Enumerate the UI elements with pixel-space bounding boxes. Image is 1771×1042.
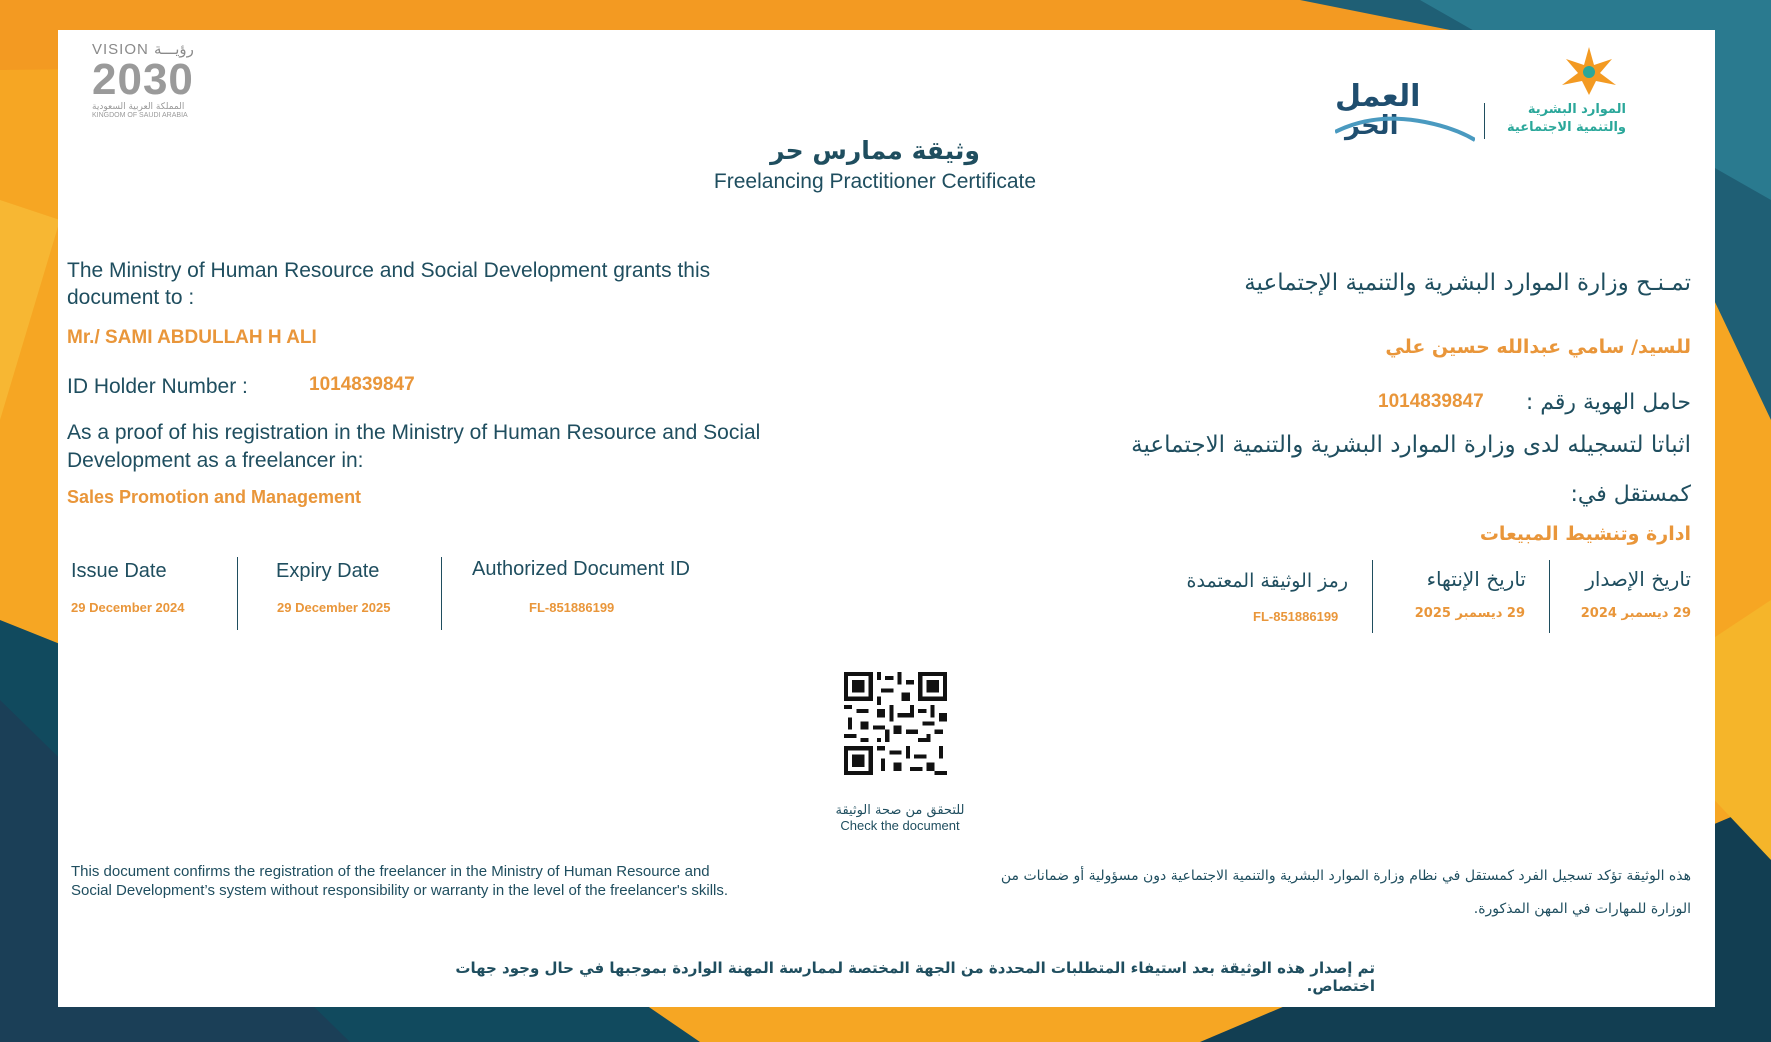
activity-ar: ادارة وتنشيط المبيعات <box>1479 523 1691 545</box>
star-logo-icon <box>1558 45 1620 97</box>
document-id-value-ar: FL-851886199 <box>1253 609 1339 624</box>
left-divider-2 <box>441 557 442 630</box>
document-id-label-en: Authorized Document ID <box>472 558 690 580</box>
id-label-en: ID Holder Number : <box>67 375 248 398</box>
footer-note: تم إصدار هذه الوثيقة بعد استيفاء المتطلبات المحددة من الجهة المختصة لممارسة المهنة الواردة بموجبها في حال وجود جهات اختصاص. <box>455 959 1375 995</box>
issue-date-label-en: Issue Date <box>71 560 167 582</box>
ministry-line1: الموارد البشرية <box>1527 102 1626 117</box>
freelance-logo-line2: الحر <box>1345 111 1399 141</box>
grant-text-ar: تمـنـح وزارة الموارد البشرية والتنمية الإجتماعية <box>1244 270 1691 296</box>
right-divider-2 <box>1372 560 1373 633</box>
issue-date-value-en: 29 December 2024 <box>71 600 185 615</box>
expiry-date-value-ar: 29 ديسمبر 2025 <box>1414 606 1525 621</box>
document-id-value-en: FL-851886199 <box>529 600 615 615</box>
logo-divider <box>1484 103 1485 139</box>
ministry-line2: والتنمية الاجتماعية <box>1507 120 1626 135</box>
id-value-en: 1014839847 <box>309 374 415 395</box>
disclaimer-en: This document confirms the registration of the freelancer in the Ministry of Human Resource and Social Development’s system without responsibility or warranty in the level of the freelancer's skills. <box>71 863 729 899</box>
qr-check-en: Check the document <box>840 818 960 833</box>
freelancer-in-ar: كمستقل في: <box>1570 482 1691 507</box>
vision-label: VISION رؤيـــة <box>92 41 194 58</box>
grant-text-en: The Ministry of Human Resource and Social Development grants this document to : <box>67 259 711 309</box>
expiry-date-label-ar: تاريخ الإنتهاء <box>1426 567 1526 591</box>
vision-2030-logo <box>92 40 222 130</box>
activity-en: Sales Promotion and Management <box>67 487 362 507</box>
vision-year: 2030 <box>92 55 194 104</box>
title-ar: وثيقة ممارس حر <box>770 136 980 165</box>
disclaimer-ar-line1: هذه الوثيقة تؤكد تسجيل الفرد كمستقل في نظام وزارة الموارد البشرية والتنمية الاجتماعية دون مسؤولية أو ضمانات من <box>1000 868 1691 884</box>
qr-code[interactable] <box>844 672 947 775</box>
freelance-logo-line1: العمل <box>1335 79 1421 114</box>
qr-check-ar: للتحقق من صحة الوثيقة <box>835 803 965 818</box>
id-label-ar: حامل الهوية رقم : <box>1525 390 1691 415</box>
expiry-date-value-en: 29 December 2025 <box>277 600 391 615</box>
disclaimer-ar-line2: الوزارة للمهارات في المهن المذكورة. <box>1473 901 1691 917</box>
proof-text-en: As a proof of his registration in the Ministry of Human Resource and Social Development as a freelancer in: <box>67 421 761 472</box>
right-divider-1 <box>1549 560 1550 633</box>
wave-icon <box>1335 112 1475 142</box>
vision-kingdom-en: KINGDOM OF SAUDI ARABIA <box>92 112 188 119</box>
ministry-logo <box>1496 45 1626 140</box>
issue-date-value-ar: 29 ديسمبر 2024 <box>1580 606 1691 621</box>
title-en: Freelancing Practitioner Certificate <box>713 170 1037 193</box>
holder-name-en: Mr./ SAMI ABDULLAH H ALI <box>67 327 317 348</box>
expiry-date-label-en: Expiry Date <box>276 560 380 582</box>
freelance-logo <box>1335 79 1475 152</box>
issue-date-label-ar: تاريخ الإصدار <box>1585 567 1691 591</box>
holder-name-ar: للسيد/ سامي عبدالله حسين علي <box>1385 336 1691 358</box>
document-id-label-ar: رمز الوثيقة المعتمدة <box>1186 570 1348 592</box>
left-divider-1 <box>237 557 238 630</box>
vision-kingdom-ar: المملكة العربية السعودية <box>92 102 185 112</box>
id-value-ar: 1014839847 <box>1378 391 1484 412</box>
proof-text-ar: اثباتا لتسجيله لدى وزارة الموارد البشرية والتنمية الاجتماعية <box>1131 432 1691 458</box>
